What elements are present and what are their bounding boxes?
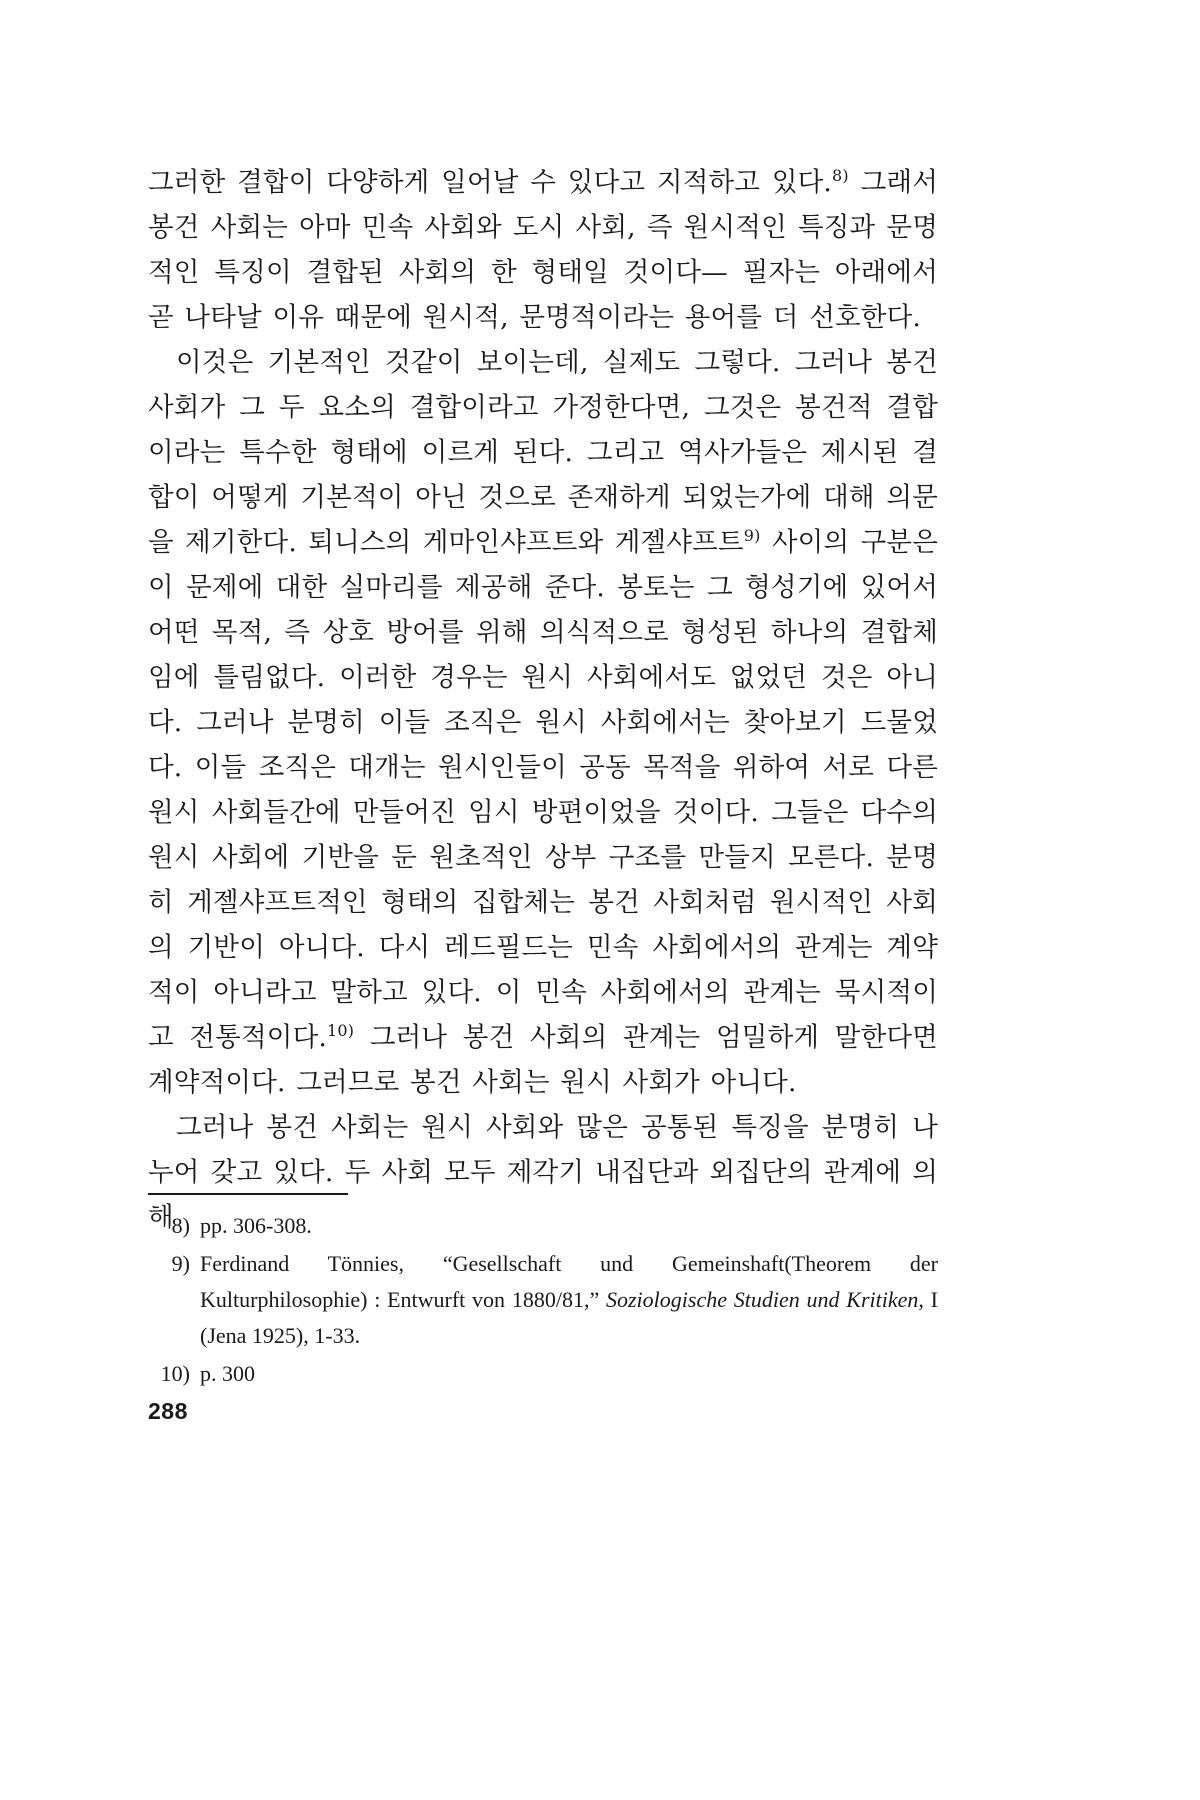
footnote-text-run: p. 300 <box>200 1361 255 1386</box>
footnote-item <box>148 1356 938 1392</box>
footnote-text-run: pp. 306-308. <box>200 1213 312 1238</box>
footnote-separator-rule <box>148 1193 348 1195</box>
footnote-marker: 8) <box>832 166 849 186</box>
footnote-list <box>148 1208 938 1394</box>
text-run: 그러나 봉건 사회의 관계는 엄밀하게 말한다면 계약적이다. 그러므로 봉건 사회는 원시 사회가 아니다. <box>148 1022 938 1098</box>
footnote-number: 9) <box>171 1251 190 1276</box>
text-run: 그래서 봉건 사회는 아마 민속 사회와 도시 사회, 즉 원시적인 특징과 문명적인 특징이 결합된 사회의 한 형태일 것이다— 필자는 아래에서 곧 나타날 이유 때문에 원시적, 문명적이라는 용어를 더 선호한다. <box>148 167 938 333</box>
footnote-number: 8) <box>171 1213 190 1238</box>
body-paragraphs <box>148 160 938 1240</box>
footnote-text <box>200 1356 938 1392</box>
footnote-marker: 9) <box>743 526 761 546</box>
footnote-item <box>148 1246 938 1354</box>
footnote-item <box>148 1208 938 1244</box>
footnote-marker: 10) <box>327 1021 355 1041</box>
footnote-number: 10) <box>160 1361 190 1386</box>
body-content <box>148 160 938 1240</box>
paragraph <box>148 340 938 1105</box>
text-run: 이것은 기본적인 것같이 보이는데, 실제도 그렇다. 그러나 봉건 사회가 그 두 요소의 결합이라고 가정한다면, 그것은 봉건적 결합이라는 특수한 형태에 이르게 된다. 그리고 역사가들은 제시된 결합이 어떻게 기본적이 아닌 것으로 존재하게 되었는가에 대해 의문을 제기한다. 퇴니스의 게마인샤프트와 게젤샤프트 <box>148 347 938 558</box>
footnote-text-run: Ferdinand Tönnies, “Gesellschaft und Gemeinshaft(Theorem der Kulturphilosophie) : Entwurft von 1880/81,” <box>200 1251 938 1312</box>
footnote-text <box>200 1246 938 1354</box>
footnote-text-run: , I (Jena 1925), 1-33. <box>200 1287 938 1348</box>
footnote-text <box>200 1208 938 1244</box>
page-number: 288 <box>148 1398 188 1424</box>
text-run: 사이의 구분은 이 문제에 대한 실마리를 제공해 준다. 봉토는 그 형성기에 있어서 어떤 목적, 즉 상호 방어를 위해 의식적으로 형성된 하나의 결합체임에 틀림없다. 이러한 경우는 원시 사회에서도 없었던 것은 아니다. 그러나 분명히 이들 조직은 원시 사회에서는 찾아보기 드물었다. 이들 조직은 대개는 원시인들이 공동 목적을 위하여 서로 다른 원시 사회들간에 만들어진 임시 방편이었을 것이다. 그들은 다수의 원시 사회에 기반을 둔 원초적인 상부 구조를 만들지 모른다. 분명히 게젤샤프트적인 형태의 집합체는 봉건 사회처럼 원시적인 사회의 기반이 아니다. 다시 레드필드는 민속 사회에서의 관계는 계약적이 아니라고 말하고 있다. 이 민속 사회에서의 관계는 묵시적이고 전통적이다. <box>148 527 938 1053</box>
footnote-title-italic: Soziologische Studien und Kritiken <box>605 1287 919 1312</box>
paragraph <box>148 160 938 340</box>
text-run: 그러한 결합이 다양하게 일어날 수 있다고 지적하고 있다. <box>148 167 833 198</box>
text-run: 그러나 봉건 사회는 원시 사회와 많은 공통된 특징을 분명히 나누어 갖고 있다. 두 사회 모두 제각기 내집단과 외집단의 관계에 의해 <box>148 1112 938 1233</box>
